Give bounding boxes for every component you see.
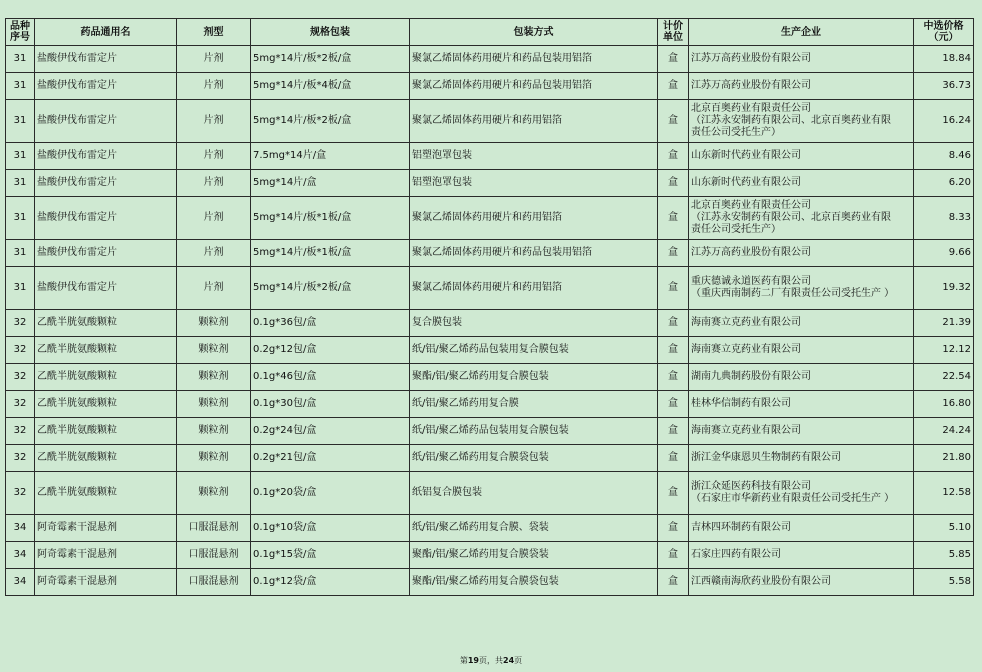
cell-price: 8.46 [914,143,974,170]
cell-unit: 盒 [658,445,689,472]
cell-company [689,391,914,418]
cell-company [689,170,914,197]
cell-unit: 盒 [658,515,689,542]
cell-packaging: 聚氯乙烯固体药用硬片和药品包装用铝箔 [410,240,658,267]
company-line: 责任公司受托生产） [691,224,781,235]
company-line: 浙江金华康恩贝生物制药有限公司 [691,452,841,463]
cell-dosage-form: 颗粒剂 [177,337,251,364]
cell-spec: 5mg*14片/板*1板/盒 [251,240,410,267]
cell-price: 24.24 [914,418,974,445]
cell-drug-name: 乙酰半胱氨酸颗粒 [35,391,177,418]
table-row [6,515,974,542]
table-row [6,418,974,445]
cell-drug-name: 盐酸伊伐布雷定片 [35,100,177,143]
cell-price: 21.39 [914,310,974,337]
cell-dosage-form: 口服混悬剂 [177,542,251,569]
table-row [6,73,974,100]
cell-unit: 盒 [658,542,689,569]
cell-packaging: 聚酯/铝/聚乙烯药用复合膜包装 [410,364,658,391]
cell-dosage-form: 颗粒剂 [177,418,251,445]
table-row [6,143,974,170]
cell-spec: 5mg*14片/板*2板/盒 [251,46,410,73]
company-line: 江西赣南海欣药业股份有限公司 [691,576,831,587]
cell-dosage-form: 口服混悬剂 [177,515,251,542]
cell-spec: 5mg*14片/板*1板/盒 [251,197,410,240]
cell-seq: 34 [6,542,35,569]
cell-unit: 盒 [658,391,689,418]
cell-dosage-form: 口服混悬剂 [177,569,251,596]
cell-company [689,310,914,337]
table-row [6,569,974,596]
cell-unit: 盒 [658,472,689,515]
cell-dosage-form: 颗粒剂 [177,310,251,337]
cell-drug-name: 乙酰半胱氨酸颗粒 [35,310,177,337]
cell-dosage-form: 片剂 [177,240,251,267]
cell-drug-name: 盐酸伊伐布雷定片 [35,267,177,310]
company-line: 桂林华信制药有限公司 [691,398,791,409]
cell-seq: 31 [6,100,35,143]
cell-price: 21.80 [914,445,974,472]
header-unit: 计价 单位 [658,19,689,46]
cell-unit: 盒 [658,267,689,310]
cell-drug-name: 盐酸伊伐布雷定片 [35,143,177,170]
cell-packaging: 铝塑泡罩包装 [410,170,658,197]
cell-company [689,100,914,143]
cell-spec: 5mg*14片/板*2板/盒 [251,267,410,310]
cell-spec: 0.1g*15袋/盒 [251,542,410,569]
cell-spec: 0.1g*20袋/盒 [251,472,410,515]
drug-price-table [5,18,974,596]
cell-dosage-form: 颗粒剂 [177,472,251,515]
page-footer: 第19页，共24页 [459,656,523,665]
cell-company [689,337,914,364]
cell-unit: 盒 [658,418,689,445]
cell-seq: 34 [6,515,35,542]
cell-price: 18.84 [914,46,974,73]
cell-unit: 盒 [658,240,689,267]
cell-drug-name: 盐酸伊伐布雷定片 [35,197,177,240]
cell-unit: 盒 [658,337,689,364]
cell-seq: 31 [6,170,35,197]
cell-dosage-form: 片剂 [177,46,251,73]
cell-drug-name: 乙酰半胱氨酸颗粒 [35,445,177,472]
company-line: （重庆西南制药二厂有限责任公司受托生产 ） [691,288,895,299]
cell-price: 5.58 [914,569,974,596]
cell-drug-name: 盐酸伊伐布雷定片 [35,46,177,73]
cell-spec: 0.1g*10袋/盒 [251,515,410,542]
cell-seq: 32 [6,418,35,445]
cell-spec: 0.2g*21包/盒 [251,445,410,472]
company-line: 江苏万高药业股份有限公司 [691,53,811,64]
cell-drug-name: 盐酸伊伐布雷定片 [35,170,177,197]
cell-spec: 5mg*14片/盒 [251,170,410,197]
company-line: 江苏万高药业股份有限公司 [691,247,811,258]
table-body [6,46,974,596]
cell-unit: 盒 [658,100,689,143]
cell-company [689,46,914,73]
company-line: 北京百奥药业有限责任公司 [691,200,811,211]
table-row [6,364,974,391]
table-row [6,472,974,515]
cell-seq: 32 [6,472,35,515]
company-line: 海南赛立克药业有限公司 [691,425,801,436]
cell-drug-name: 盐酸伊伐布雷定片 [35,73,177,100]
cell-company [689,569,914,596]
table-row [6,542,974,569]
cell-seq: 31 [6,46,35,73]
cell-company [689,267,914,310]
cell-packaging: 聚氯乙烯固体药用硬片和药用铝箔 [410,100,658,143]
company-line: 山东新时代药业有限公司 [691,150,801,161]
table-row [6,46,974,73]
header-company: 生产企业 [689,19,914,46]
cell-drug-name: 阿奇霉素干混悬剂 [35,542,177,569]
cell-seq: 31 [6,240,35,267]
cell-spec: 0.1g*30包/盒 [251,391,410,418]
cell-packaging: 纸铝复合膜包装 [410,472,658,515]
cell-unit: 盒 [658,170,689,197]
cell-company [689,418,914,445]
cell-spec: 0.1g*46包/盒 [251,364,410,391]
cell-packaging: 纸/铝/聚乙烯药用复合膜 [410,391,658,418]
cell-company [689,364,914,391]
cell-price: 9.66 [914,240,974,267]
table-row [6,197,974,240]
table-row [6,310,974,337]
company-line: 责任公司受托生产） [691,127,781,138]
cell-spec: 0.1g*12袋/盒 [251,569,410,596]
cell-spec: 5mg*14片/板*4板/盒 [251,73,410,100]
cell-company [689,197,914,240]
cell-seq: 31 [6,197,35,240]
company-line: 海南赛立克药业有限公司 [691,317,801,328]
company-line: 吉林四环制药有限公司 [691,522,791,533]
cell-dosage-form: 颗粒剂 [177,445,251,472]
header-pack: 包装方式 [410,19,658,46]
cell-packaging: 纸/铝/聚乙烯药用复合膜袋包装 [410,445,658,472]
header-row [6,19,974,46]
table-row [6,391,974,418]
cell-spec: 0.1g*36包/盒 [251,310,410,337]
table-row [6,267,974,310]
cell-price: 36.73 [914,73,974,100]
cell-unit: 盒 [658,310,689,337]
cell-packaging: 铝塑泡罩包装 [410,143,658,170]
cell-packaging: 聚氯乙烯固体药用硬片和药品包装用铝箔 [410,73,658,100]
company-line: 湖南九典制药股份有限公司 [691,371,811,382]
company-line: 重庆德诚永道医药有限公司 [691,276,811,287]
table-row [6,240,974,267]
cell-dosage-form: 片剂 [177,143,251,170]
cell-unit: 盒 [658,197,689,240]
cell-seq: 31 [6,143,35,170]
cell-packaging: 复合膜包装 [410,310,658,337]
cell-dosage-form: 片剂 [177,73,251,100]
company-line: （石家庄市华新药业有限责任公司受托生产 ） [691,493,895,504]
cell-packaging: 纸/铝/聚乙烯药品包装用复合膜包装 [410,337,658,364]
company-line: （江苏永安制药有限公司、北京百奥药业有限 [691,212,891,223]
cell-drug-name: 阿奇霉素干混悬剂 [35,569,177,596]
cell-price: 5.10 [914,515,974,542]
cell-unit: 盒 [658,143,689,170]
header-form: 剂型 [177,19,251,46]
cell-dosage-form: 片剂 [177,197,251,240]
company-line: 海南赛立克药业有限公司 [691,344,801,355]
cell-drug-name: 乙酰半胱氨酸颗粒 [35,472,177,515]
table-row [6,445,974,472]
cell-price: 8.33 [914,197,974,240]
cell-seq: 32 [6,445,35,472]
cell-drug-name: 阿奇霉素干混悬剂 [35,515,177,542]
cell-packaging: 聚酯/铝/聚乙烯药用复合膜袋装 [410,542,658,569]
cell-dosage-form: 片剂 [177,267,251,310]
cell-price: 19.32 [914,267,974,310]
cell-spec: 0.2g*12包/盒 [251,337,410,364]
cell-seq: 31 [6,73,35,100]
cell-unit: 盒 [658,569,689,596]
cell-unit: 盒 [658,364,689,391]
cell-price: 6.20 [914,170,974,197]
company-line: 山东新时代药业有限公司 [691,177,801,188]
company-line: 浙江众延医药科技有限公司 [691,481,811,492]
cell-drug-name: 乙酰半胱氨酸颗粒 [35,364,177,391]
cell-seq: 32 [6,364,35,391]
cell-company [689,143,914,170]
cell-company [689,472,914,515]
cell-seq: 32 [6,337,35,364]
cell-drug-name: 乙酰半胱氨酸颗粒 [35,418,177,445]
cell-spec: 0.2g*24包/盒 [251,418,410,445]
cell-seq: 32 [6,310,35,337]
company-line: 石家庄四药有限公司 [691,549,781,560]
cell-company [689,542,914,569]
cell-price: 5.85 [914,542,974,569]
cell-spec: 7.5mg*14片/盒 [251,143,410,170]
header-name: 药品通用名 [35,19,177,46]
cell-seq: 32 [6,391,35,418]
company-line: （江苏永安制药有限公司、北京百奥药业有限 [691,115,891,126]
cell-company [689,73,914,100]
cell-company [689,445,914,472]
cell-unit: 盒 [658,73,689,100]
table-row [6,100,974,143]
cell-packaging: 聚氯乙烯固体药用硬片和药用铝箔 [410,267,658,310]
header-seq: 品种 序号 [6,19,35,46]
cell-drug-name: 乙酰半胱氨酸颗粒 [35,337,177,364]
cell-seq: 31 [6,267,35,310]
header-price: 中选价格 （元） [914,19,974,46]
cell-seq: 34 [6,569,35,596]
cell-packaging: 聚氯乙烯固体药用硬片和药品包装用铝箔 [410,46,658,73]
cell-packaging: 聚氯乙烯固体药用硬片和药用铝箔 [410,197,658,240]
header-spec: 规格包装 [251,19,410,46]
cell-price: 12.58 [914,472,974,515]
cell-unit: 盒 [658,46,689,73]
cell-dosage-form: 颗粒剂 [177,391,251,418]
cell-dosage-form: 颗粒剂 [177,364,251,391]
company-line: 北京百奥药业有限责任公司 [691,103,811,114]
cell-price: 16.24 [914,100,974,143]
cell-packaging: 聚酯/铝/聚乙烯药用复合膜袋包装 [410,569,658,596]
cell-price: 22.54 [914,364,974,391]
table-row [6,337,974,364]
cell-packaging: 纸/铝/聚乙烯药品包装用复合膜包装 [410,418,658,445]
cell-spec: 5mg*14片/板*2板/盒 [251,100,410,143]
company-line: 江苏万高药业股份有限公司 [691,80,811,91]
cell-packaging: 纸/铝/聚乙烯药用复合膜、袋装 [410,515,658,542]
cell-price: 12.12 [914,337,974,364]
cell-dosage-form: 片剂 [177,170,251,197]
cell-company [689,240,914,267]
table-row [6,170,974,197]
cell-price: 16.80 [914,391,974,418]
cell-company [689,515,914,542]
cell-drug-name: 盐酸伊伐布雷定片 [35,240,177,267]
cell-dosage-form: 片剂 [177,100,251,143]
